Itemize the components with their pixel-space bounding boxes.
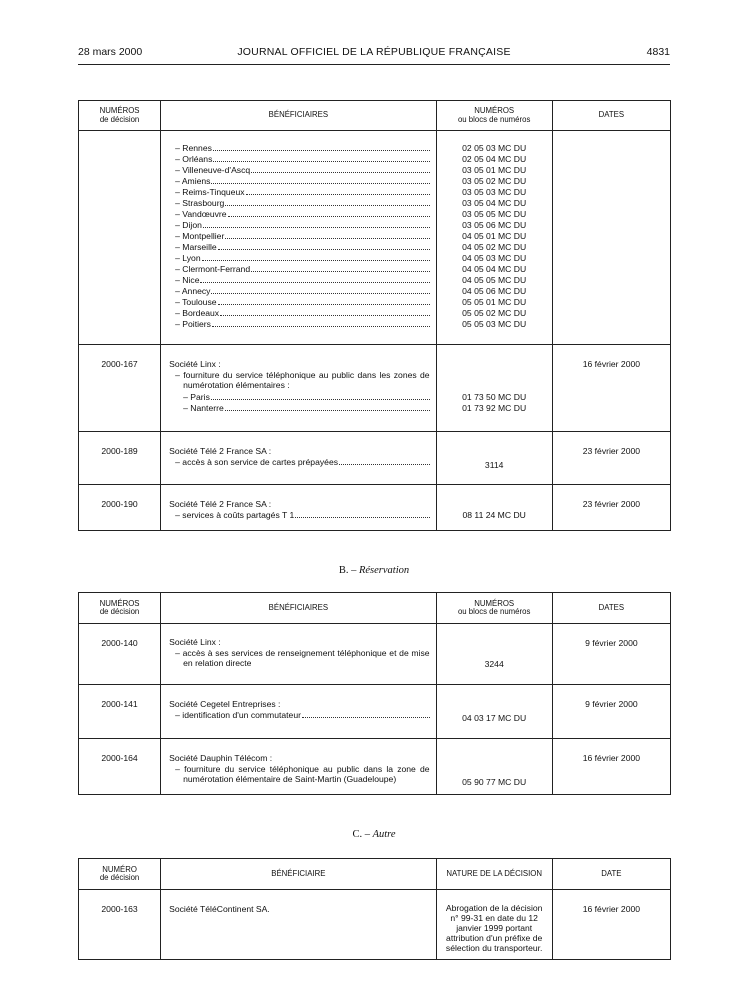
col-header-beneficiaires: BÉNÉFICIAIRES: [161, 593, 436, 624]
number-block: 04 05 01 MC DU: [462, 231, 527, 241]
col-header-decision: NUMÉROS de décision: [79, 101, 161, 131]
list-item: – Villeneuve-d'Ascq: [169, 165, 429, 176]
number-block: 08 11 24 MC DU: [462, 510, 526, 520]
decision-date: 16 février 2000: [552, 345, 670, 432]
decision-number: 2000-141: [79, 685, 161, 739]
table-row: [79, 624, 671, 685]
number-block: 03 05 02 MC DU: [462, 176, 527, 186]
beneficiary-description: – fourniture du service téléphonique au public dans la zone de numérotation élémentaire de Saint-Martin (Guadeloupe): [175, 764, 430, 784]
col-header-beneficiaires: BÉNÉFICIAIRES: [161, 101, 436, 131]
list-item: – Clermont-Ferrand: [169, 264, 429, 275]
col-header-numeros: NUMÉROS ou blocs de numéros: [436, 101, 552, 131]
list-item: – Orléans: [169, 154, 429, 165]
list-item: – Vandœuvre: [169, 209, 429, 220]
number-block: 03 05 06 MC DU: [462, 220, 527, 230]
number-block: 04 05 06 MC DU: [462, 286, 527, 296]
list-item: – Bordeaux: [169, 308, 429, 319]
number-block: 05 05 02 MC DU: [462, 308, 527, 318]
col-header-numeros: NUMÉROS ou blocs de numéros: [436, 593, 552, 624]
list-item: – Annecy: [169, 286, 429, 297]
number-block: 01 73 92 MC DU: [462, 403, 527, 413]
number-block: 04 03 17 MC DU: [462, 713, 527, 723]
decision-date: 23 février 2000: [552, 432, 670, 485]
other-decisions-table: [78, 858, 671, 960]
decision-date: 9 février 2000: [552, 685, 670, 739]
city-number-list: [437, 143, 552, 330]
beneficiary-name: Société Télé 2 France SA :: [169, 446, 272, 456]
list-item: – Poitiers: [169, 319, 429, 330]
number-block: 04 05 04 MC DU: [462, 264, 527, 274]
list-item: – Strasbourg: [169, 198, 429, 209]
decision-date: 16 février 2000: [552, 739, 670, 795]
table-row: [79, 131, 671, 345]
col-header-dates: DATES: [552, 593, 670, 624]
col-header-nature: NATURE DE LA DÉCISION: [436, 859, 552, 890]
col-header-decision: NUMÉRO de décision: [79, 859, 161, 890]
section-c-title: C. – Autre: [352, 829, 396, 840]
decision-date: 9 février 2000: [552, 624, 670, 685]
page-header: [78, 46, 670, 62]
number-block: 05 05 03 MC DU: [462, 319, 527, 329]
reservation-table: [78, 592, 671, 795]
attribution-table: [78, 100, 671, 531]
header-rule: [78, 64, 670, 65]
list-item: – Paris: [169, 392, 429, 403]
number-block: 03 05 01 MC DU: [462, 165, 527, 175]
beneficiary-name: Société Dauphin Télécom :: [169, 753, 273, 763]
journal-title: JOURNAL OFFICIEL DE LA RÉPUBLIQUE FRANÇAISE: [237, 46, 511, 58]
beneficiary-description: – accès à ses services de renseignement téléphonique et de mise en relation directe: [175, 648, 430, 668]
decision-nature: Abrogation de la décision n° 99-31 en date du 12 janvier 1999 portant attribution d'un préfixe de sélection du transporteur.: [436, 890, 552, 960]
number-block: 01 73 50 MC DU: [462, 392, 527, 402]
city-list: [169, 143, 429, 330]
list-item: – Marseille: [169, 242, 429, 253]
number-block: 03 05 04 MC DU: [462, 198, 527, 208]
list-item: – Reims-Tinqueux: [169, 187, 429, 198]
table-row: [79, 685, 671, 739]
beneficiary-name: Société TéléContinent SA.: [169, 904, 270, 914]
table-row: [79, 345, 671, 432]
number-block: 03 05 03 MC DU: [462, 187, 527, 197]
list-item: – Lyon: [169, 253, 429, 264]
number-block: 05 90 77 MC DU: [462, 777, 527, 787]
number-block: 04 05 05 MC DU: [462, 275, 527, 285]
decision-number: 2000-167: [79, 345, 161, 432]
list-item: – Nanterre: [169, 403, 429, 414]
table-row: [79, 890, 671, 960]
decision-date: 23 février 2000: [552, 485, 670, 531]
section-b-title: B. – Réservation: [338, 565, 410, 576]
decision-number: 2000-163: [79, 890, 161, 960]
beneficiary-description: – accès à son service de cartes prépayées: [169, 457, 429, 468]
beneficiary-name: Société Linx :: [169, 637, 221, 647]
list-item: – Amiens: [169, 176, 429, 187]
list-item: – Toulouse: [169, 297, 429, 308]
beneficiary-description: – services à coûts partagés T 1: [169, 510, 429, 521]
header-date: 28 mars 2000: [78, 46, 143, 58]
decision-number: 2000-140: [79, 624, 161, 685]
beneficiary-name: Société Cegetel Entreprises :: [169, 699, 281, 709]
number-block: 04 05 02 MC DU: [462, 242, 527, 252]
beneficiary-name: Société Linx :: [169, 359, 221, 369]
number-block: 3244: [484, 659, 504, 669]
decision-number: 2000-189: [79, 432, 161, 485]
number-block: 02 05 04 MC DU: [462, 154, 527, 164]
beneficiary-description: – fourniture du service téléphonique au public dans les zones de numérotation élémentaires :: [175, 370, 430, 390]
list-item: – Dijon: [169, 220, 429, 231]
beneficiary-name: Société Télé 2 France SA :: [169, 499, 272, 509]
decision-number: 2000-164: [79, 739, 161, 795]
list-item: – Montpellier: [169, 231, 429, 242]
decision-date: 16 février 2000: [552, 890, 670, 960]
table-row: [79, 432, 671, 485]
col-header-dates: DATES: [552, 101, 670, 131]
list-item: – Nice: [169, 275, 429, 286]
table-row: [79, 739, 671, 795]
list-item: – Rennes: [169, 143, 429, 154]
number-block: 05 05 01 MC DU: [462, 297, 527, 307]
col-header-date: DATE: [552, 859, 670, 890]
number-block: 04 05 03 MC DU: [462, 253, 527, 263]
decision-number: 2000-190: [79, 485, 161, 531]
number-block: 03 05 05 MC DU: [462, 209, 527, 219]
number-block: 02 05 03 MC DU: [462, 143, 527, 153]
table-row: [79, 485, 671, 531]
page-number: 4831: [646, 46, 670, 58]
col-header-decision: NUMÉROS de décision: [79, 593, 161, 624]
number-block: 3114: [484, 460, 504, 470]
beneficiary-description: – identification d'un commutateur: [169, 710, 429, 721]
col-header-beneficiaire: BÉNÉFICIAIRE: [161, 859, 436, 890]
